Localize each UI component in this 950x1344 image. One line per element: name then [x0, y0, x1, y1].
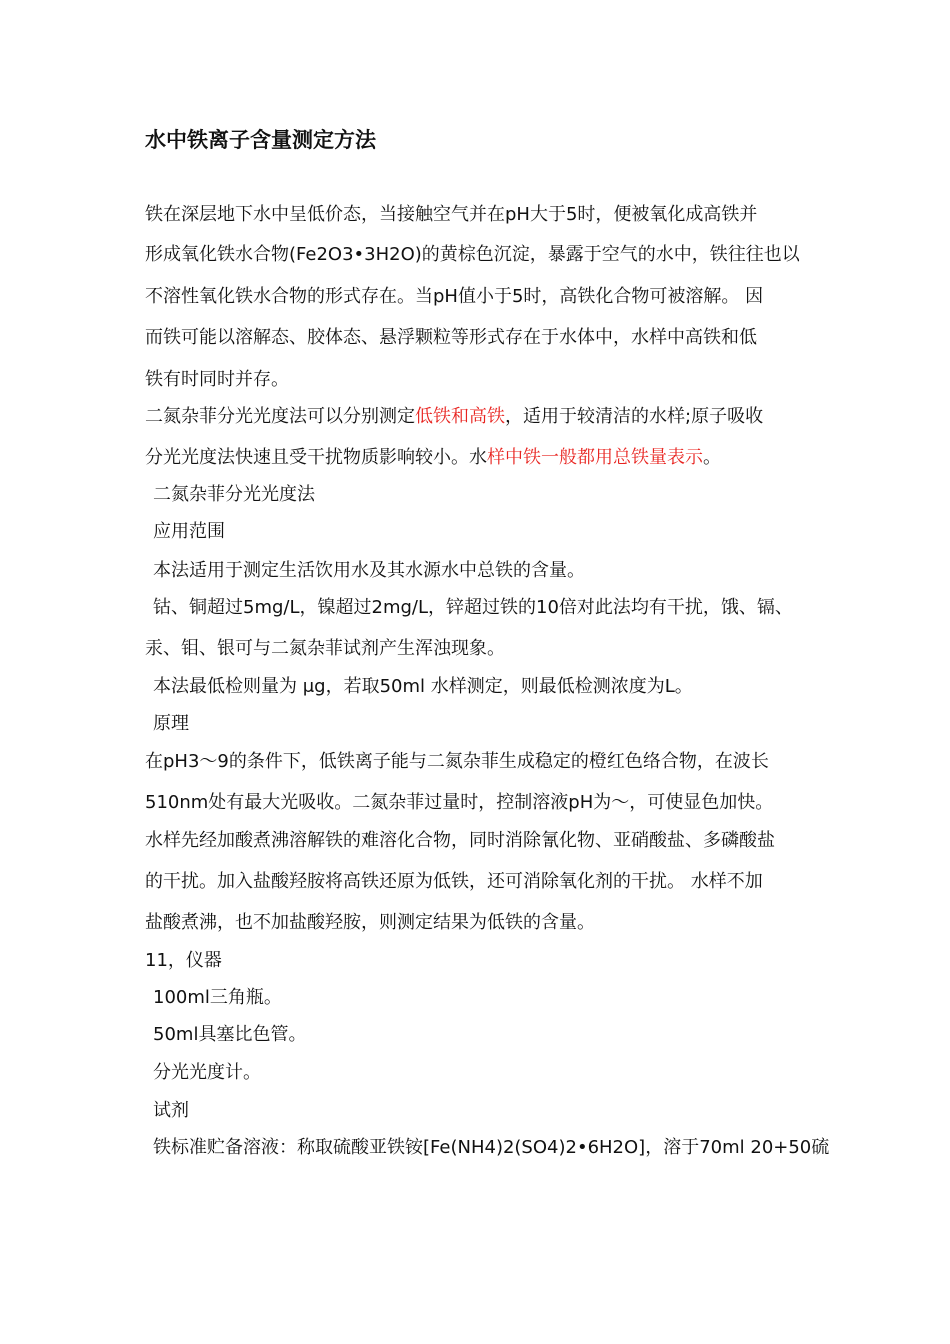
- section-heading: 二氮杂菲分光光度法: [153, 484, 315, 505]
- paragraph-line: 钴、铜超过5mg/L，镍超过2mg/L，锌超过铁的10倍对此法均有干扰，饿、镉、: [153, 597, 793, 618]
- document-title: 水中铁离子含量测定方法: [145, 128, 376, 152]
- highlighted-text: 样中铁一般都用总铁量表示: [487, 447, 703, 468]
- paragraph-line: 形成氧化铁水合物(Fe2O3•3H2O)的黄棕色沉淀，暴露于空气的水中，铁往往也以: [145, 244, 800, 265]
- list-item: 100ml三角瓶。: [153, 987, 282, 1008]
- paragraph-line: 铁有时同时并存。: [145, 369, 289, 390]
- section-heading: 试剂: [153, 1100, 189, 1121]
- list-item: 50ml具塞比色管。: [153, 1024, 307, 1045]
- paragraph-line: 在pH3～9的条件下，低铁离子能与二氮杂菲生成稳定的橙红色络合物，在波长: [145, 751, 769, 772]
- paragraph-line: [145, 405, 763, 429]
- highlighted-text: 低铁和高铁: [415, 406, 505, 427]
- paragraph-line: 本法适用于测定生活饮用水及其水源水中总铁的含量。: [153, 560, 585, 581]
- text-run: 分光光度法快速且受干扰物质影响较小。水: [145, 447, 487, 468]
- paragraph-line: 510nm处有最大光吸收。二氮杂菲过量时，控制溶液pH为～，可使显色加快。: [145, 792, 774, 813]
- list-item: 分光光度计。: [153, 1062, 261, 1083]
- paragraph-line: 盐酸煮沸，也不加盐酸羟胺，则测定结果为低铁的含量。: [145, 912, 595, 933]
- paragraph-line: 本法最低检则量为 μg，若取50ml 水样测定，则最低检测浓度为L。: [153, 676, 693, 697]
- paragraph-line: 水样先经加酸煮沸溶解铁的难溶化合物，同时消除氰化物、亚硝酸盐、多磷酸盐: [145, 830, 775, 851]
- text-run: 。: [703, 447, 721, 468]
- paragraph-line: 的干扰。加入盐酸羟胺将高铁还原为低铁，还可消除氧化剂的干扰。 水样不加: [145, 871, 763, 892]
- section-heading: 原理: [153, 713, 189, 734]
- paragraph-line: 铁标准贮备溶液：称取硫酸亚铁铵[Fe(NH4)2(SO4)2•6H2O]，溶于70ml 20+50硫: [153, 1137, 830, 1158]
- section-heading: 11，仪器: [145, 950, 222, 971]
- paragraph-line: 不溶性氧化铁水合物的形式存在。当pH值小于5时，高铁化合物可被溶解。 因: [145, 286, 764, 307]
- text-run: 二氮杂菲分光光度法可以分别测定: [145, 406, 415, 427]
- paragraph-line: 而铁可能以溶解态、胶体态、悬浮颗粒等形式存在于水体中，水样中高铁和低: [145, 327, 757, 348]
- paragraph-line: [145, 446, 721, 470]
- section-heading: 应用范围: [153, 521, 225, 542]
- paragraph-line: 汞、钼、银可与二氮杂菲试剂产生浑浊现象。: [145, 638, 505, 659]
- text-run: ，适用于较清洁的水样;原子吸收: [505, 406, 764, 427]
- paragraph-line: 铁在深层地下水中呈低价态，当接触空气并在pH大于5时，便被氧化成高铁并: [145, 204, 758, 225]
